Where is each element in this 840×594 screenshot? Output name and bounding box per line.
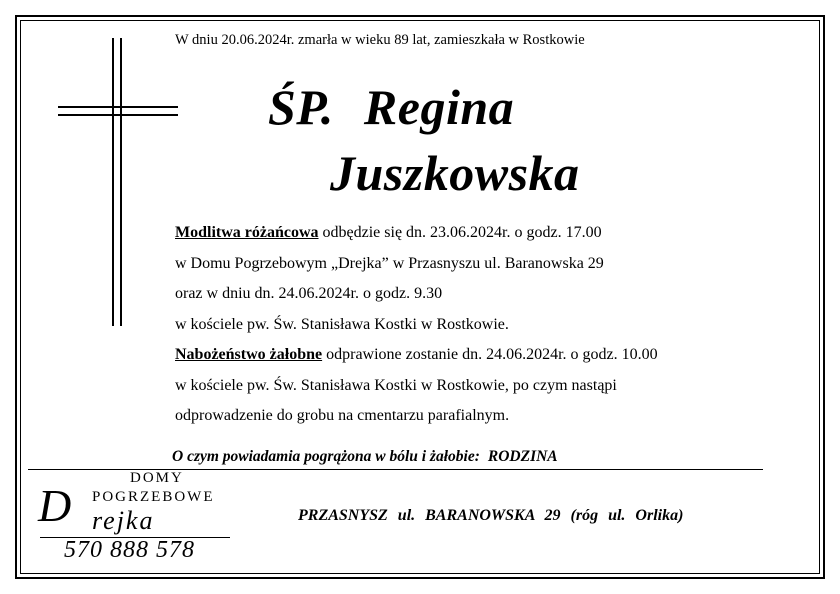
funeral-home-address: PRZASNYSZ ul. BARANOWSKA 29 (róg ul. Orlika) (298, 507, 684, 524)
closing-text: O czym powiadamia pogrążona w bólu i żałobie: (172, 448, 480, 465)
deceased-name-line1 (268, 78, 514, 136)
mass-line-1-text: odprawione zostanie dn. 24.06.2024r. o godz. 10.00 (322, 346, 658, 363)
mass-label: Nabożeństwo żałobne (175, 346, 323, 363)
logo-pogrzebowe: POGRZEBOWE (92, 489, 215, 505)
phone-number: 570 888 578 (64, 537, 195, 563)
rosary-line-3: oraz w dniu dn. 24.06.2024r. o godz. 9.30 (175, 285, 443, 302)
first-name: Regina (363, 79, 515, 135)
deceased-last-name: Juszkowska (330, 145, 580, 201)
family-signature: RODZINA (487, 448, 558, 465)
logo-domy: DOMY (130, 470, 184, 486)
death-notice-line: W dniu 20.06.2024r. zmarła w wieku 89 lat, zamieszkała w Rostkowie (175, 32, 585, 48)
mass-line-1 (175, 340, 658, 371)
rosary-line-1 (175, 218, 658, 249)
rosary-line-1-text: odbędzie się dn. 23.06.2024r. o godz. 17.00 (318, 224, 602, 241)
mass-line-2: w kościele pw. Św. Stanisława Kostki w Rostkowie, po czym nastąpi (175, 376, 617, 394)
rosary-label: Modlitwa różańcowa (175, 224, 319, 241)
prefix: ŚP. (268, 79, 334, 135)
mass-line-3: odprowadzenie do grobu na cmentarzu parafialnym. (175, 407, 510, 424)
logo-script-initial: D (38, 480, 72, 531)
closing-line (172, 448, 558, 466)
rosary-line-2: w Domu Pogrzebowym „Drejka” w Przasnyszu ul. Baranowska 29 (175, 254, 604, 272)
announcement-body (175, 218, 658, 432)
rosary-line-4: w kościele pw. Św. Stanisława Kostki w Rostkowie. (175, 315, 509, 333)
logo-script-name: rejka (92, 506, 155, 535)
